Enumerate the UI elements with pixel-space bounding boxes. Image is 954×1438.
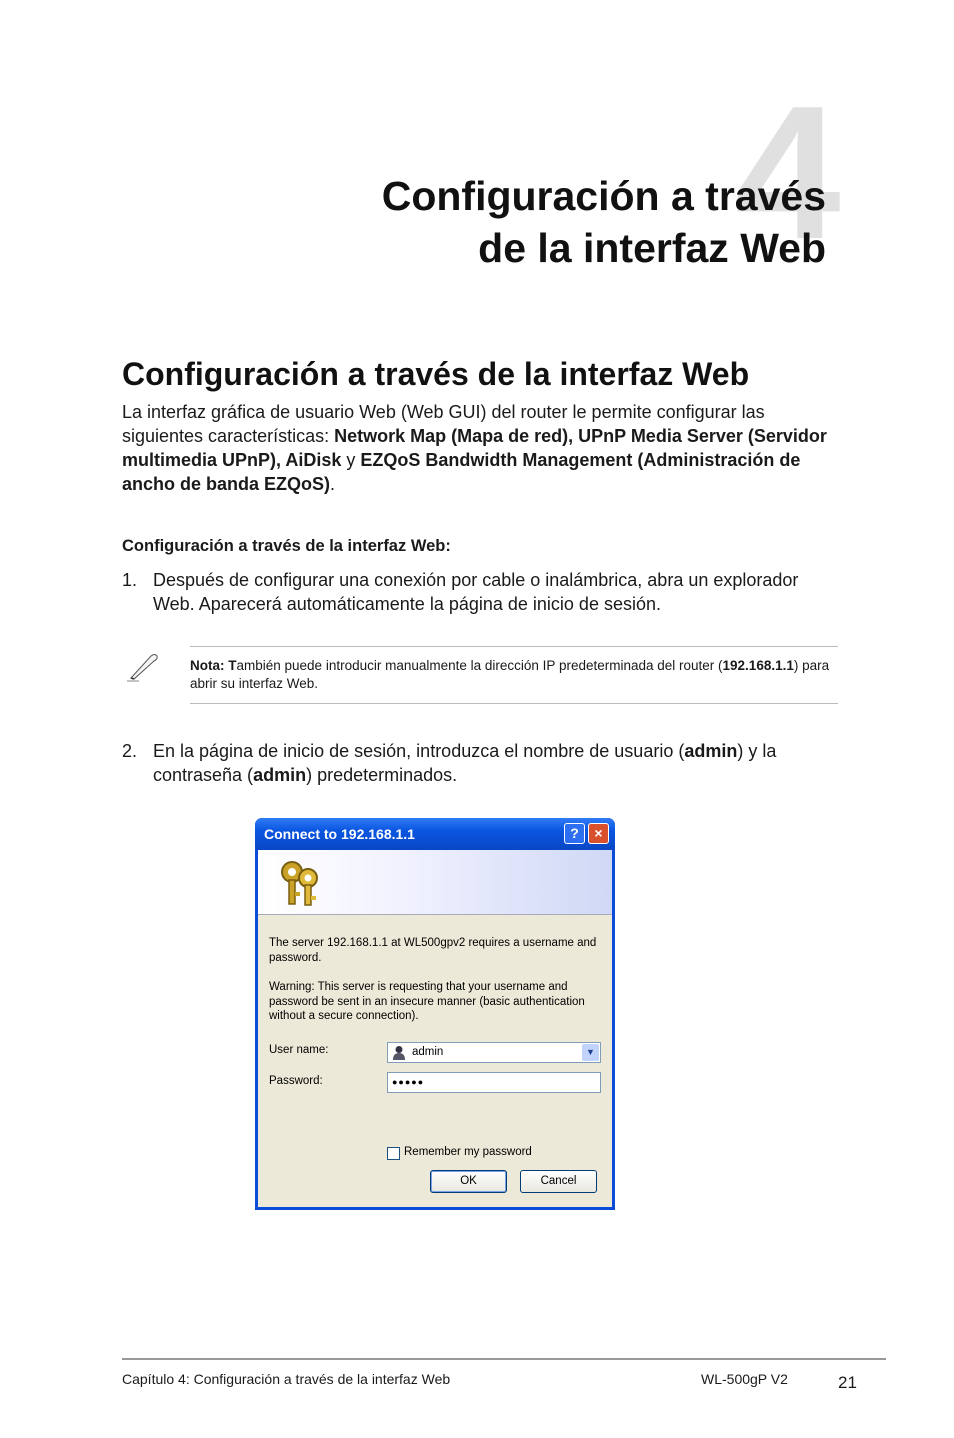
- procedure-heading: Configuración a través de la interfaz Web:: [122, 537, 451, 555]
- footer-divider: [122, 1358, 886, 1360]
- chapter-title: [382, 170, 826, 274]
- intro-features-2: EZQoS Bandwidth Management (Administración de ancho de banda EZQoS): [122, 450, 801, 494]
- login-dialog: [255, 818, 615, 1210]
- step-text-part: ) y la contraseña (: [153, 741, 777, 785]
- section-title: Configuración a través de la interfaz Web: [122, 356, 750, 392]
- ok-button[interactable]: OK: [430, 1170, 507, 1193]
- username-combo[interactable]: [387, 1042, 601, 1063]
- close-button[interactable]: ×: [588, 823, 609, 844]
- footer-model: WL-500gP V2: [701, 1371, 788, 1387]
- username-label: User name:: [269, 1044, 329, 1056]
- intro-paragraph: [122, 400, 842, 496]
- username-value: admin: [412, 1046, 444, 1058]
- dialog-banner: [258, 850, 612, 915]
- step-text: Después de configurar una conexión por cable o inalámbrica, abra un explorador Web. Aparecerá automáticamente la página de inicio de sesión.: [153, 570, 799, 614]
- note-text: [190, 657, 830, 693]
- step-number: 2.: [122, 741, 138, 761]
- intro-conjunction: y: [341, 450, 361, 470]
- dialog-title: Connect to 192.168.1.1: [264, 826, 415, 842]
- step-text-part: En la página de inicio de sesión, introduzca el nombre de usuario (: [153, 741, 685, 761]
- step-1: [122, 568, 842, 616]
- cancel-button[interactable]: Cancel: [520, 1170, 597, 1193]
- chapter-number: 4: [735, 67, 841, 279]
- dialog-message: The server 192.168.1.1 at WL500gpv2 requires a username and password.: [269, 937, 597, 964]
- pen-note-icon: [125, 648, 161, 684]
- remember-checkbox[interactable]: [387, 1147, 400, 1160]
- page-number: 21: [838, 1373, 857, 1392]
- chapter-title-line1: Configuración a través: [381, 173, 826, 219]
- step-text: [153, 739, 843, 787]
- password-value: ●●●●●: [392, 1077, 425, 1087]
- dialog-titlebar[interactable]: [255, 818, 615, 850]
- step-text-part: ) predeterminados.: [306, 765, 458, 785]
- note-body: ambién puede introducir manualmente la dirección IP predeterminada del router (: [236, 658, 723, 673]
- keys-icon: [274, 856, 328, 910]
- help-button[interactable]: ?: [564, 823, 585, 844]
- intro-features-1: Network Map (Mapa de red), UPnP Media Server (Servidor multimedia UPnP), AiDisk: [122, 426, 827, 470]
- footer-chapter: Capítulo 4: Configuración a través de la interfaz Web: [122, 1371, 451, 1387]
- password-input[interactable]: [387, 1072, 601, 1093]
- chevron-down-icon[interactable]: ▼: [582, 1044, 599, 1061]
- password-label: Password:: [269, 1075, 323, 1087]
- step-2: [122, 739, 842, 787]
- dialog-body: [258, 850, 612, 1207]
- note-ip: 192.168.1.1: [722, 658, 794, 673]
- note-label: Nota: T: [190, 658, 237, 673]
- step-password: admin: [253, 765, 307, 785]
- step-number: 1.: [122, 570, 138, 590]
- step-username: admin: [684, 741, 738, 761]
- chapter-title-line2: de la interfaz Web: [478, 225, 826, 271]
- dialog-warning: Warning: This server is requesting that your username and password be sent in an insecure manner (basic authentication without a secure connection).: [269, 981, 585, 1022]
- user-icon: [392, 1045, 406, 1060]
- intro-text: La interfaz gráfica de usuario Web (Web GUI) del router le permite configurar las siguientes características:: [122, 402, 765, 446]
- remember-label[interactable]: Remember my password: [404, 1146, 532, 1158]
- intro-period: .: [330, 474, 336, 494]
- note-body-end: ) para abrir su interfaz Web.: [190, 658, 830, 691]
